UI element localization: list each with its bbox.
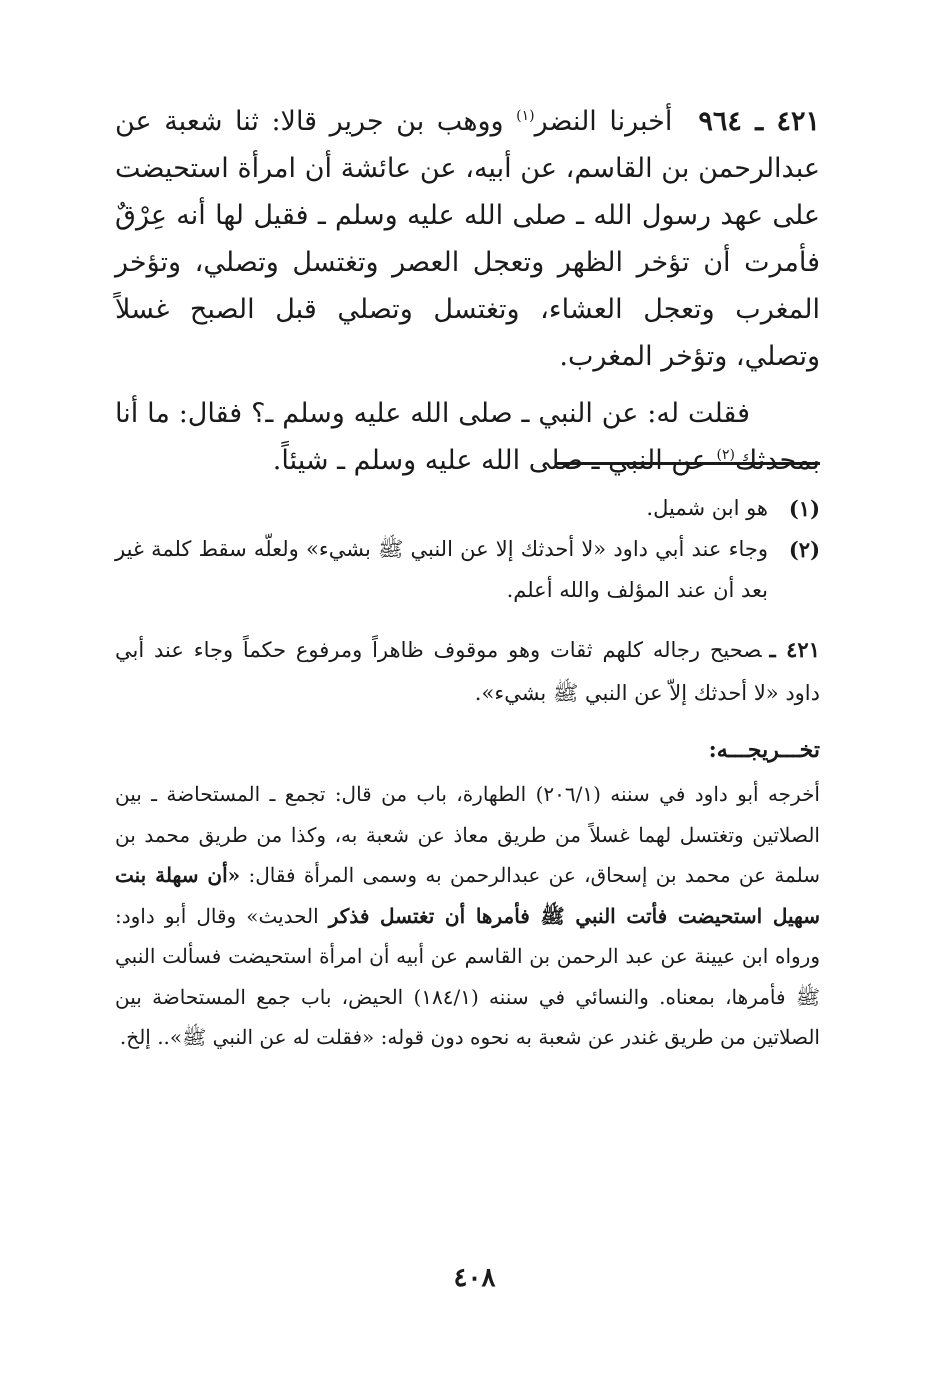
grading-text: صحيح رجاله كلهم ثقات وهو موقوف ظاهراً ومرفوع حكماً وجاء عند أبي داود «لا أحدثك إلاّ عن النبي ﷺ بشيء». (115, 638, 820, 705)
footnote-ref: (١) (516, 108, 535, 124)
footnote-text: وجاء عند أبي داود «لا أحدثك إلا عن النبي ﷺ بشيء» ولعلّه سقط كلمة غير بعد أن عند المؤلف والله أعلم. (115, 537, 768, 602)
footnote-marker: (١) (788, 496, 820, 521)
hadith-text-part: فقلت له: عن النبي ـ صلى الله عليه وسلم ـ؟ فقال: ما أنا بمحدثك (115, 398, 820, 476)
takhrij-heading: تخـــريجـــه: (708, 737, 820, 763)
grading-note (115, 628, 820, 715)
hadith-paragraph-1 (115, 98, 820, 380)
hadith-number: ٤٢١ ـ ٩٦٤ (698, 106, 821, 137)
footnote (115, 529, 820, 611)
hadith-text-part: عن النبي ـ صلى الله عليه وسلم ـ شيئاً. (272, 445, 717, 476)
hadith-text-part: أخبرنا النضر (534, 106, 673, 137)
hadith-text-part: ووهب بن جرير قالا: ثنا شعبة عن عبدالرحمن بن القاسم، عن أبيه، عن عائشة أن امرأة استحيضت على عهد رسول الله ـ صلى الله عليه وسلم ـ فقيل لها أنه عِرْقٌ فأمرت أن تؤخر الظهر وتعجل العصر وتغتسل وتصلي، وتؤخر المغرب وتعجل العشاء، وتغتسل وتصلي قبل الصبح غسلاً وتصلي، وتؤخر المغرب. (115, 106, 820, 372)
grading-number: ٤٢١ ـ (769, 637, 820, 662)
footnote-marker: (٢) (788, 537, 820, 562)
takhrij-text (115, 774, 820, 1058)
footnotes (115, 488, 820, 611)
page-number: ٤٠٨ (453, 1263, 496, 1293)
takhrij-text-part: أخرجه أبو داود في سننه (٢٠٦/١) الطهارة، باب من قال: تجمع ـ المستحاضة ـ بين الصلاتين وتغتسل لهما غسلاً من طريق معاذ عن شعبة به، وكذا من طريق محمد بن سلمة عن محمد بن إسحاق، عن عبدالرحمن به وسمى المرأة فقال: (115, 782, 820, 887)
hadith-paragraph-2 (115, 390, 820, 484)
hadith-text (115, 98, 820, 484)
footnote-divider (555, 462, 820, 465)
footnote (115, 488, 820, 529)
takhrij-quote: «أن سهلة بنت سهيل استحيضت فأتت النبي ﷺ فأمرها أن تغتسل فذكر (115, 863, 820, 928)
takhrij-text-part: الحديث» وقال أبو داود: ورواه ابن عيينة عن عبد الرحمن بن القاسم عن أبيه أن امرأة استحيضت فسألت النبي ﷺ فأمرها، بمعناه. والنسائي في سننه (١٨٤/١) الحيض، باب جمع المستحاضة بين الصلاتين من طريق غندر عن شعبة به نحوه دون قوله: «فقلت له عن النبي ﷺ».. إلخ. (115, 903, 820, 1049)
footnote-text: هو ابن شميل. (646, 496, 768, 520)
footnote-ref: (٢) (716, 447, 735, 463)
